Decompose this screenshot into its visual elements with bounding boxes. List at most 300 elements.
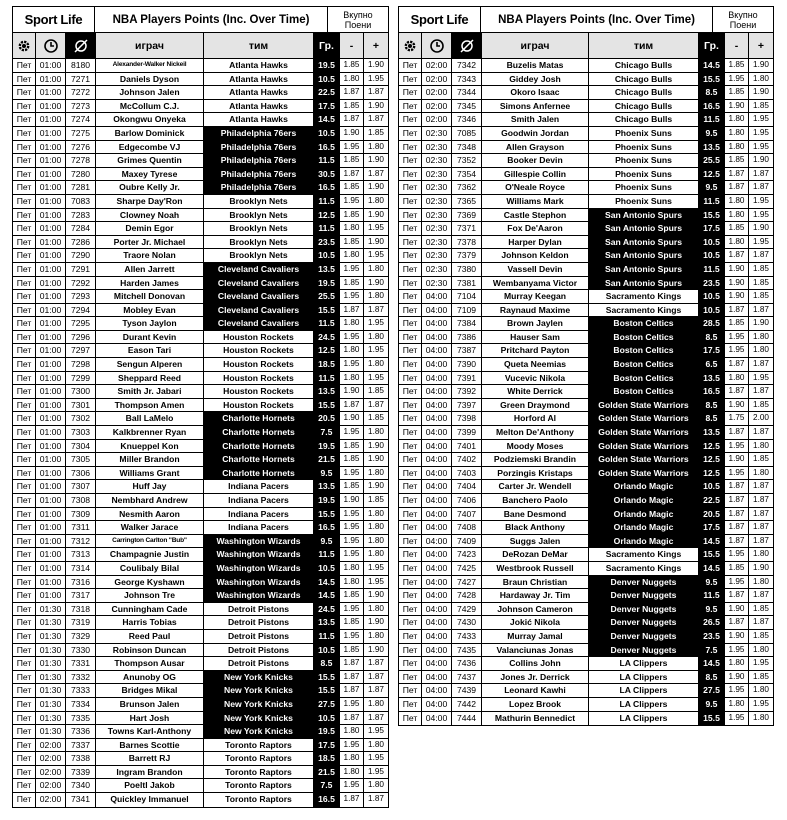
over-odds-cell[interactable]: 1.87	[753, 182, 769, 192]
code-cell: 7401	[452, 440, 482, 453]
under-odds-cell[interactable]: 1.87	[725, 426, 749, 439]
table-row	[399, 426, 773, 440]
over-odds-cell[interactable]: 1.80	[753, 644, 769, 654]
over-odds-cell[interactable]: 1.87	[753, 250, 769, 260]
table-row	[13, 480, 388, 494]
under-odds-cell[interactable]: 1.95	[340, 426, 364, 439]
table-row	[399, 372, 773, 386]
table-row	[13, 127, 388, 141]
under-odds-cell[interactable]: 1.90	[340, 127, 364, 140]
under-odds-cell[interactable]: 1.80	[340, 344, 364, 357]
under-odds-cell[interactable]: 1.85	[725, 317, 749, 330]
under-odds-cell[interactable]: 1.87	[340, 657, 364, 670]
under-odds-cell[interactable]: 1.80	[725, 209, 749, 222]
over-odds-cell[interactable]: 1.80	[368, 141, 384, 151]
under-odds-cell[interactable]: 1.80	[340, 766, 364, 779]
under-odds-cell[interactable]: 1.87	[725, 589, 749, 602]
code-cell: 7332	[66, 671, 96, 684]
under-odds-cell[interactable]: 1.80	[340, 725, 364, 738]
time-cell: 02:00	[36, 766, 66, 779]
over-odds-cell[interactable]: 1.90	[753, 318, 769, 328]
over-odds-cell[interactable]: 1.95	[368, 250, 384, 260]
over-odds-cell[interactable]: 1.90	[368, 454, 384, 464]
over-odds-cell[interactable]: 1.95	[368, 726, 384, 736]
over-odds-cell[interactable]: 1.80	[753, 467, 769, 477]
under-odds-cell[interactable]: 1.85	[725, 59, 749, 72]
over-odds-cell[interactable]: 1.90	[368, 100, 384, 110]
under-odds-cell[interactable]: 1.95	[340, 739, 364, 752]
points-line-cell: 22.5	[314, 86, 340, 99]
time-cell: 01:00	[36, 385, 66, 398]
code-cell: 7312	[66, 535, 96, 548]
under-odds-cell[interactable]: 1.85	[340, 440, 364, 453]
over-odds-cell[interactable]: 1.85	[753, 100, 769, 110]
points-line-cell: 19.5	[314, 440, 340, 453]
over-odds-cell[interactable]: 1.95	[368, 345, 384, 355]
over-odds-cell[interactable]: 1.87	[368, 87, 384, 97]
under-odds-cell[interactable]: 1.90	[725, 263, 749, 276]
under-odds-cell[interactable]: 1.87	[340, 304, 364, 317]
under-odds-cell[interactable]: 1.90	[340, 385, 364, 398]
over-odds-cell[interactable]: 1.80	[753, 331, 769, 341]
over-odds-cell[interactable]: 1.85	[753, 277, 769, 287]
under-odds-cell[interactable]: 1.85	[340, 453, 364, 466]
day-cell: Пет	[399, 154, 422, 167]
under-odds-cell[interactable]: 1.80	[340, 249, 364, 262]
under-odds-cell[interactable]: 1.80	[725, 127, 749, 140]
under-odds-cell[interactable]: 1.95	[340, 263, 364, 276]
over-odds-cell[interactable]: 1.80	[753, 712, 769, 722]
over-odds-cell[interactable]: 1.90	[368, 481, 384, 491]
team-cell: Phoenix Suns	[589, 168, 699, 181]
under-odds-cell[interactable]: 1.87	[725, 385, 749, 398]
under-odds-cell[interactable]: 1.85	[340, 616, 364, 629]
over-odds-cell[interactable]: 1.87	[753, 508, 769, 518]
under-odds-cell[interactable]: 1.80	[340, 752, 364, 765]
under-odds-cell[interactable]: 1.87	[725, 494, 749, 507]
under-odds-cell[interactable]: 1.87	[725, 616, 749, 629]
over-odds-cell[interactable]: 1.80	[368, 739, 384, 749]
team-cell: Brooklyn Nets	[204, 209, 314, 222]
table-row	[399, 317, 773, 331]
under-odds-cell[interactable]: 1.80	[725, 113, 749, 126]
under-odds-cell[interactable]: 1.85	[340, 236, 364, 249]
code-cell: 7338	[66, 752, 96, 765]
time-cell: 01:00	[36, 100, 66, 113]
over-odds-cell[interactable]: 1.95	[753, 698, 769, 708]
under-odds-cell[interactable]: 1.87	[340, 671, 364, 684]
over-odds-cell[interactable]: 1.87	[753, 495, 769, 504]
over-odds-cell[interactable]: 1.87	[753, 359, 769, 369]
under-odds-cell[interactable]: 1.95	[340, 521, 364, 534]
under-odds-cell[interactable]: 1.85	[340, 100, 364, 113]
under-odds-cell[interactable]: 1.87	[340, 793, 364, 807]
under-odds-cell[interactable]: 1.87	[340, 684, 364, 697]
time-cell: 01:00	[36, 412, 66, 425]
no-ball-icon	[452, 33, 482, 58]
over-odds-cell[interactable]: 1.85	[753, 630, 769, 640]
code-cell: 7292	[66, 277, 96, 290]
over-odds-cell[interactable]: 1.90	[368, 209, 384, 219]
points-line-cell: 11.5	[314, 630, 340, 643]
under-odds-cell[interactable]: 1.85	[340, 480, 364, 493]
over-odds-cell[interactable]: 1.87	[753, 522, 769, 532]
time-cell: 02:30	[422, 154, 452, 167]
over-odds-cell[interactable]: 1.90	[368, 617, 384, 627]
over-odds-cell[interactable]: 1.80	[753, 73, 769, 83]
under-odds-cell[interactable]: 1.85	[725, 222, 749, 235]
under-odds-cell[interactable]: 1.87	[340, 86, 364, 99]
under-odds-cell[interactable]: 1.87	[340, 712, 364, 725]
player-cell: Hauser Sam	[482, 331, 589, 344]
over-odds-cell[interactable]: 1.85	[368, 413, 384, 423]
points-line-cell: 12.5	[314, 209, 340, 222]
code-cell: 7281	[66, 181, 96, 194]
day-cell: Пет	[13, 576, 36, 589]
under-odds-cell[interactable]: 1.95	[340, 779, 364, 792]
over-odds-cell[interactable]: 1.85	[368, 127, 384, 137]
under-odds-cell[interactable]: 1.85	[725, 86, 749, 99]
over-odds-cell[interactable]: 1.80	[368, 263, 384, 273]
under-odds-cell[interactable]: 1.87	[725, 535, 749, 548]
over-odds-cell[interactable]: 1.85	[753, 671, 769, 681]
over-odds-cell[interactable]: 1.95	[368, 576, 384, 586]
table-row	[399, 440, 773, 454]
under-odds-cell[interactable]: 1.95	[725, 467, 749, 480]
under-odds-cell[interactable]: 1.95	[725, 576, 749, 589]
over-odds-cell[interactable]: 1.80	[753, 576, 769, 586]
over-odds-cell[interactable]: 1.87	[753, 481, 769, 491]
over-odds-cell[interactable]: 1.85	[753, 263, 769, 273]
under-odds-cell[interactable]: 1.90	[725, 399, 749, 412]
under-odds-cell[interactable]: 1.95	[340, 535, 364, 548]
player-cell: Miller Brandon	[96, 453, 204, 466]
under-odds-cell[interactable]: 1.95	[725, 684, 749, 697]
team-cell: Orlando Magic	[589, 508, 699, 521]
day-cell: Пет	[13, 236, 36, 249]
points-line-cell: 14.5	[314, 113, 340, 126]
under-odds-cell[interactable]: 1.95	[340, 467, 364, 480]
over-odds-cell[interactable]: 1.85	[368, 495, 384, 504]
under-odds-cell[interactable]: 1.80	[725, 372, 749, 385]
over-odds-cell[interactable]: 1.80	[368, 508, 384, 518]
over-odds-cell[interactable]: 1.80	[753, 549, 769, 559]
under-odds-cell[interactable]: 1.95	[340, 698, 364, 711]
under-odds-cell[interactable]: 1.85	[340, 154, 364, 167]
over-odds-cell[interactable]: 1.87	[753, 304, 769, 314]
under-odds-cell[interactable]: 1.80	[725, 141, 749, 154]
time-cell: 01:00	[36, 113, 66, 126]
over-odds-cell[interactable]: 1.95	[753, 114, 769, 124]
points-line-cell: 10.5	[314, 562, 340, 575]
under-odds-cell[interactable]: 1.87	[725, 358, 749, 371]
time-cell: 01:00	[36, 426, 66, 439]
under-odds-cell[interactable]: 1.80	[340, 73, 364, 86]
under-odds-cell[interactable]: 1.87	[725, 304, 749, 317]
time-cell: 02:00	[36, 779, 66, 792]
over-odds-cell[interactable]: 1.85	[753, 291, 769, 301]
over-odds-cell[interactable]: 1.87	[368, 658, 384, 668]
over-odds-cell[interactable]: 1.95	[753, 372, 769, 382]
player-cell: Smith Jr. Jabari	[96, 385, 204, 398]
under-odds-cell[interactable]: 1.80	[340, 222, 364, 235]
team-cell: New York Knicks	[204, 684, 314, 697]
over-odds-cell[interactable]: 1.90	[368, 182, 384, 192]
over-odds-cell[interactable]: 1.95	[368, 73, 384, 83]
under-odds-cell[interactable]: 1.95	[725, 712, 749, 726]
under-odds-cell[interactable]: 1.85	[340, 181, 364, 194]
table-row	[13, 508, 388, 522]
under-odds-cell[interactable]: 1.90	[340, 412, 364, 425]
under-odds-cell[interactable]: 1.85	[725, 154, 749, 167]
under-odds-cell[interactable]: 1.87	[725, 168, 749, 181]
over-odds-cell[interactable]: 1.80	[368, 535, 384, 545]
under-odds-cell[interactable]: 1.87	[725, 181, 749, 194]
over-odds-cell[interactable]: 1.87	[368, 168, 384, 178]
day-cell: Пет	[399, 494, 422, 507]
over-odds-cell[interactable]: 1.87	[368, 114, 384, 124]
over-odds-cell[interactable]: 1.95	[753, 236, 769, 246]
over-odds-cell[interactable]: 1.80	[368, 427, 384, 437]
under-odds-cell[interactable]: 1.95	[340, 358, 364, 371]
code-cell: 7307	[66, 480, 96, 493]
code-cell: 7271	[66, 73, 96, 86]
code-cell: 7380	[452, 263, 482, 276]
over-odds-cell[interactable]: 1.80	[368, 195, 384, 205]
points-line-cell: 14.5	[314, 589, 340, 602]
over-odds-cell[interactable]: 1.90	[753, 562, 769, 572]
time-cell: 01:00	[36, 344, 66, 357]
under-odds-cell[interactable]: 1.87	[725, 480, 749, 493]
over-odds-cell[interactable]: 2.00	[753, 413, 769, 423]
under-odds-cell[interactable]: 1.90	[725, 630, 749, 643]
table-row	[13, 181, 388, 195]
under-odds-cell[interactable]: 1.87	[725, 521, 749, 534]
under-odds-cell[interactable]: 1.95	[340, 508, 364, 521]
under-odds-cell[interactable]: 1.85	[340, 277, 364, 290]
team-cell: Phoenix Suns	[589, 181, 699, 194]
under-odds-cell[interactable]: 1.95	[725, 344, 749, 357]
time-cell: 01:00	[36, 576, 66, 589]
over-odds-cell[interactable]: 1.95	[368, 766, 384, 776]
over-odds-cell[interactable]: 1.90	[753, 155, 769, 165]
under-odds-cell[interactable]: 1.80	[340, 317, 364, 330]
over-odds-cell[interactable]: 1.90	[753, 87, 769, 97]
code-cell: 7407	[452, 508, 482, 521]
table-row	[399, 589, 773, 603]
over-odds-cell[interactable]: 1.87	[368, 685, 384, 695]
over-odds-cell[interactable]: 1.85	[753, 603, 769, 613]
player-cell: Westbrook Russell	[482, 562, 589, 575]
under-odds-cell[interactable]: 1.90	[340, 494, 364, 507]
over-odds-cell[interactable]: 1.80	[368, 467, 384, 477]
team-cell: LA Clippers	[589, 712, 699, 726]
time-cell: 01:30	[36, 630, 66, 643]
over-odds-cell[interactable]: 1.90	[368, 236, 384, 246]
over-odds-cell[interactable]: 1.87	[368, 671, 384, 681]
under-odds-cell[interactable]: 1.85	[340, 644, 364, 657]
time-cell: 01:30	[36, 603, 66, 616]
over-odds-cell[interactable]: 1.85	[368, 386, 384, 396]
under-odds-cell[interactable]: 1.87	[725, 508, 749, 521]
points-line-cell: 14.5	[699, 59, 725, 72]
over-odds-cell[interactable]: 1.80	[368, 549, 384, 559]
panel-header	[13, 7, 388, 33]
over-odds-cell[interactable]: 1.95	[368, 318, 384, 328]
player-cell: Murray Keegan	[482, 290, 589, 303]
time-cell: 04:00	[422, 521, 452, 534]
table-row	[13, 304, 388, 318]
under-odds-cell[interactable]: 1.90	[725, 671, 749, 684]
player-cell: Smith Jalen	[482, 113, 589, 126]
over-odds-cell[interactable]: 1.90	[368, 440, 384, 450]
over-odds-cell[interactable]: 1.95	[368, 372, 384, 382]
day-cell: Пет	[13, 86, 36, 99]
under-odds-cell[interactable]: 1.95	[725, 331, 749, 344]
under-odds-cell[interactable]: 1.95	[340, 548, 364, 561]
player-cell: Williams Grant	[96, 467, 204, 480]
under-odds-cell[interactable]: 1.90	[725, 290, 749, 303]
over-odds-cell[interactable]: 1.95	[753, 195, 769, 205]
code-cell: 7309	[66, 508, 96, 521]
under-odds-cell[interactable]: 1.95	[340, 195, 364, 208]
player-cell: Kalkbrenner Ryan	[96, 426, 204, 439]
under-odds-cell[interactable]: 1.85	[340, 209, 364, 222]
under-odds-cell[interactable]: 1.80	[725, 195, 749, 208]
under-odds-cell[interactable]: 1.85	[725, 562, 749, 575]
over-odds-cell[interactable]: 1.80	[368, 630, 384, 640]
under-odds-cell[interactable]: 1.95	[340, 630, 364, 643]
over-odds-cell[interactable]: 1.95	[368, 753, 384, 763]
under-odds-cell[interactable]: 1.87	[725, 249, 749, 262]
over-odds-cell[interactable]: 1.80	[368, 698, 384, 708]
over-odds-cell[interactable]: 1.80	[368, 291, 384, 301]
day-cell: Пет	[399, 168, 422, 181]
team-cell: Cleveland Cavaliers	[204, 304, 314, 317]
over-odds-cell[interactable]: 1.85	[753, 454, 769, 464]
column-header	[399, 33, 773, 59]
under-odds-cell[interactable]: 1.87	[340, 113, 364, 126]
over-odds-cell[interactable]: 1.90	[368, 155, 384, 165]
over-odds-cell[interactable]: 1.87	[753, 617, 769, 627]
under-odds-cell[interactable]: 1.85	[340, 59, 364, 72]
over-odds-cell[interactable]: 1.90	[368, 277, 384, 287]
points-line-cell: 15.5	[699, 209, 725, 222]
time-cell: 01:00	[36, 304, 66, 317]
over-odds-cell[interactable]: 1.90	[753, 223, 769, 233]
over-odds-cell[interactable]: 1.95	[368, 223, 384, 233]
under-odds-cell[interactable]: 1.95	[725, 644, 749, 657]
over-odds-cell[interactable]: 1.80	[753, 345, 769, 355]
under-odds-cell[interactable]: 1.95	[340, 141, 364, 154]
points-line-cell: 12.5	[699, 467, 725, 480]
over-odds-cell[interactable]: 1.87	[368, 304, 384, 314]
over-odds-cell[interactable]: 1.87	[368, 399, 384, 409]
under-odds-cell[interactable]: 1.87	[340, 168, 364, 181]
time-cell: 02:00	[422, 86, 452, 99]
time-cell: 01:00	[36, 535, 66, 548]
over-odds-cell[interactable]: 1.90	[368, 644, 384, 654]
over-odds-cell[interactable]: 1.95	[368, 562, 384, 572]
over-odds-cell[interactable]: 1.80	[368, 522, 384, 532]
over-odds-cell[interactable]: 1.95	[753, 209, 769, 219]
time-cell: 01:00	[36, 236, 66, 249]
under-odds-cell[interactable]: 1.85	[340, 589, 364, 602]
over-odds-cell[interactable]: 1.87	[753, 168, 769, 178]
under-odds-cell[interactable]: 1.90	[725, 453, 749, 466]
over-odds-cell[interactable]: 1.80	[753, 440, 769, 450]
under-odds-cell[interactable]: 1.95	[725, 440, 749, 453]
time-cell: 04:00	[422, 644, 452, 657]
time-cell: 01:30	[36, 684, 66, 697]
over-odds-cell[interactable]: 1.95	[753, 127, 769, 137]
over-odds-cell[interactable]: 1.87	[753, 535, 769, 545]
over-odds-cell[interactable]: 1.90	[368, 60, 384, 69]
under-odds-cell[interactable]: 1.95	[340, 290, 364, 303]
over-odds-cell[interactable]: 1.90	[753, 60, 769, 69]
under-odds-cell[interactable]: 1.90	[725, 277, 749, 290]
under-odds-cell[interactable]: 1.90	[725, 603, 749, 616]
under-odds-cell[interactable]: 1.80	[725, 657, 749, 670]
over-odds-cell[interactable]: 1.95	[753, 658, 769, 668]
over-odds-cell[interactable]: 1.90	[368, 590, 384, 600]
time-cell: 01:00	[36, 317, 66, 330]
table-row	[13, 440, 388, 454]
under-odds-cell[interactable]: 1.95	[340, 331, 364, 344]
over-odds-cell[interactable]: 1.80	[368, 780, 384, 790]
under-odds-cell[interactable]: 1.80	[340, 576, 364, 589]
over-odds-cell[interactable]: 1.80	[368, 359, 384, 369]
over-odds-cell[interactable]: 1.87	[753, 590, 769, 600]
under-odds-cell[interactable]: 1.87	[340, 399, 364, 412]
under-odds-cell[interactable]: 1.95	[725, 73, 749, 86]
over-odds-cell[interactable]: 1.87	[753, 427, 769, 437]
over-odds-cell[interactable]: 1.80	[368, 603, 384, 613]
under-odds-cell[interactable]: 1.80	[725, 698, 749, 711]
table-row	[13, 399, 388, 413]
table-row	[399, 684, 773, 698]
under-odds-cell[interactable]: 1.95	[725, 548, 749, 561]
over-odds-cell[interactable]: 1.87	[753, 386, 769, 396]
under-odds-cell[interactable]: 1.90	[725, 100, 749, 113]
player-cell: Jokić Nikola	[482, 616, 589, 629]
team-cell: Boston Celtics	[589, 358, 699, 371]
under-odds-cell[interactable]: 1.75	[725, 412, 749, 425]
over-odds-cell[interactable]: 1.80	[753, 685, 769, 695]
time-cell: 01:00	[36, 73, 66, 86]
points-line-cell: 7.5	[314, 779, 340, 792]
points-line-cell: 10.5	[314, 127, 340, 140]
under-odds-cell[interactable]: 1.80	[725, 236, 749, 249]
table-row	[13, 684, 388, 698]
day-cell: Пет	[13, 358, 36, 371]
team-cell: LA Clippers	[589, 657, 699, 670]
points-line-cell: 19.5	[314, 725, 340, 738]
day-cell: Пет	[399, 576, 422, 589]
code-cell: 7345	[452, 100, 482, 113]
points-line-cell: 9.5	[699, 603, 725, 616]
column-header	[13, 33, 388, 59]
under-odds-cell[interactable]: 1.80	[340, 562, 364, 575]
over-odds-cell[interactable]: 1.85	[753, 399, 769, 409]
over-odds-cell[interactable]: 1.80	[368, 331, 384, 341]
under-odds-cell[interactable]: 1.80	[340, 372, 364, 385]
clock-icon	[422, 33, 452, 58]
over-odds-cell[interactable]: 1.87	[368, 794, 384, 804]
over-odds-cell[interactable]: 1.95	[753, 141, 769, 151]
over-odds-cell[interactable]: 1.87	[368, 712, 384, 722]
under-odds-cell[interactable]: 1.95	[340, 603, 364, 616]
